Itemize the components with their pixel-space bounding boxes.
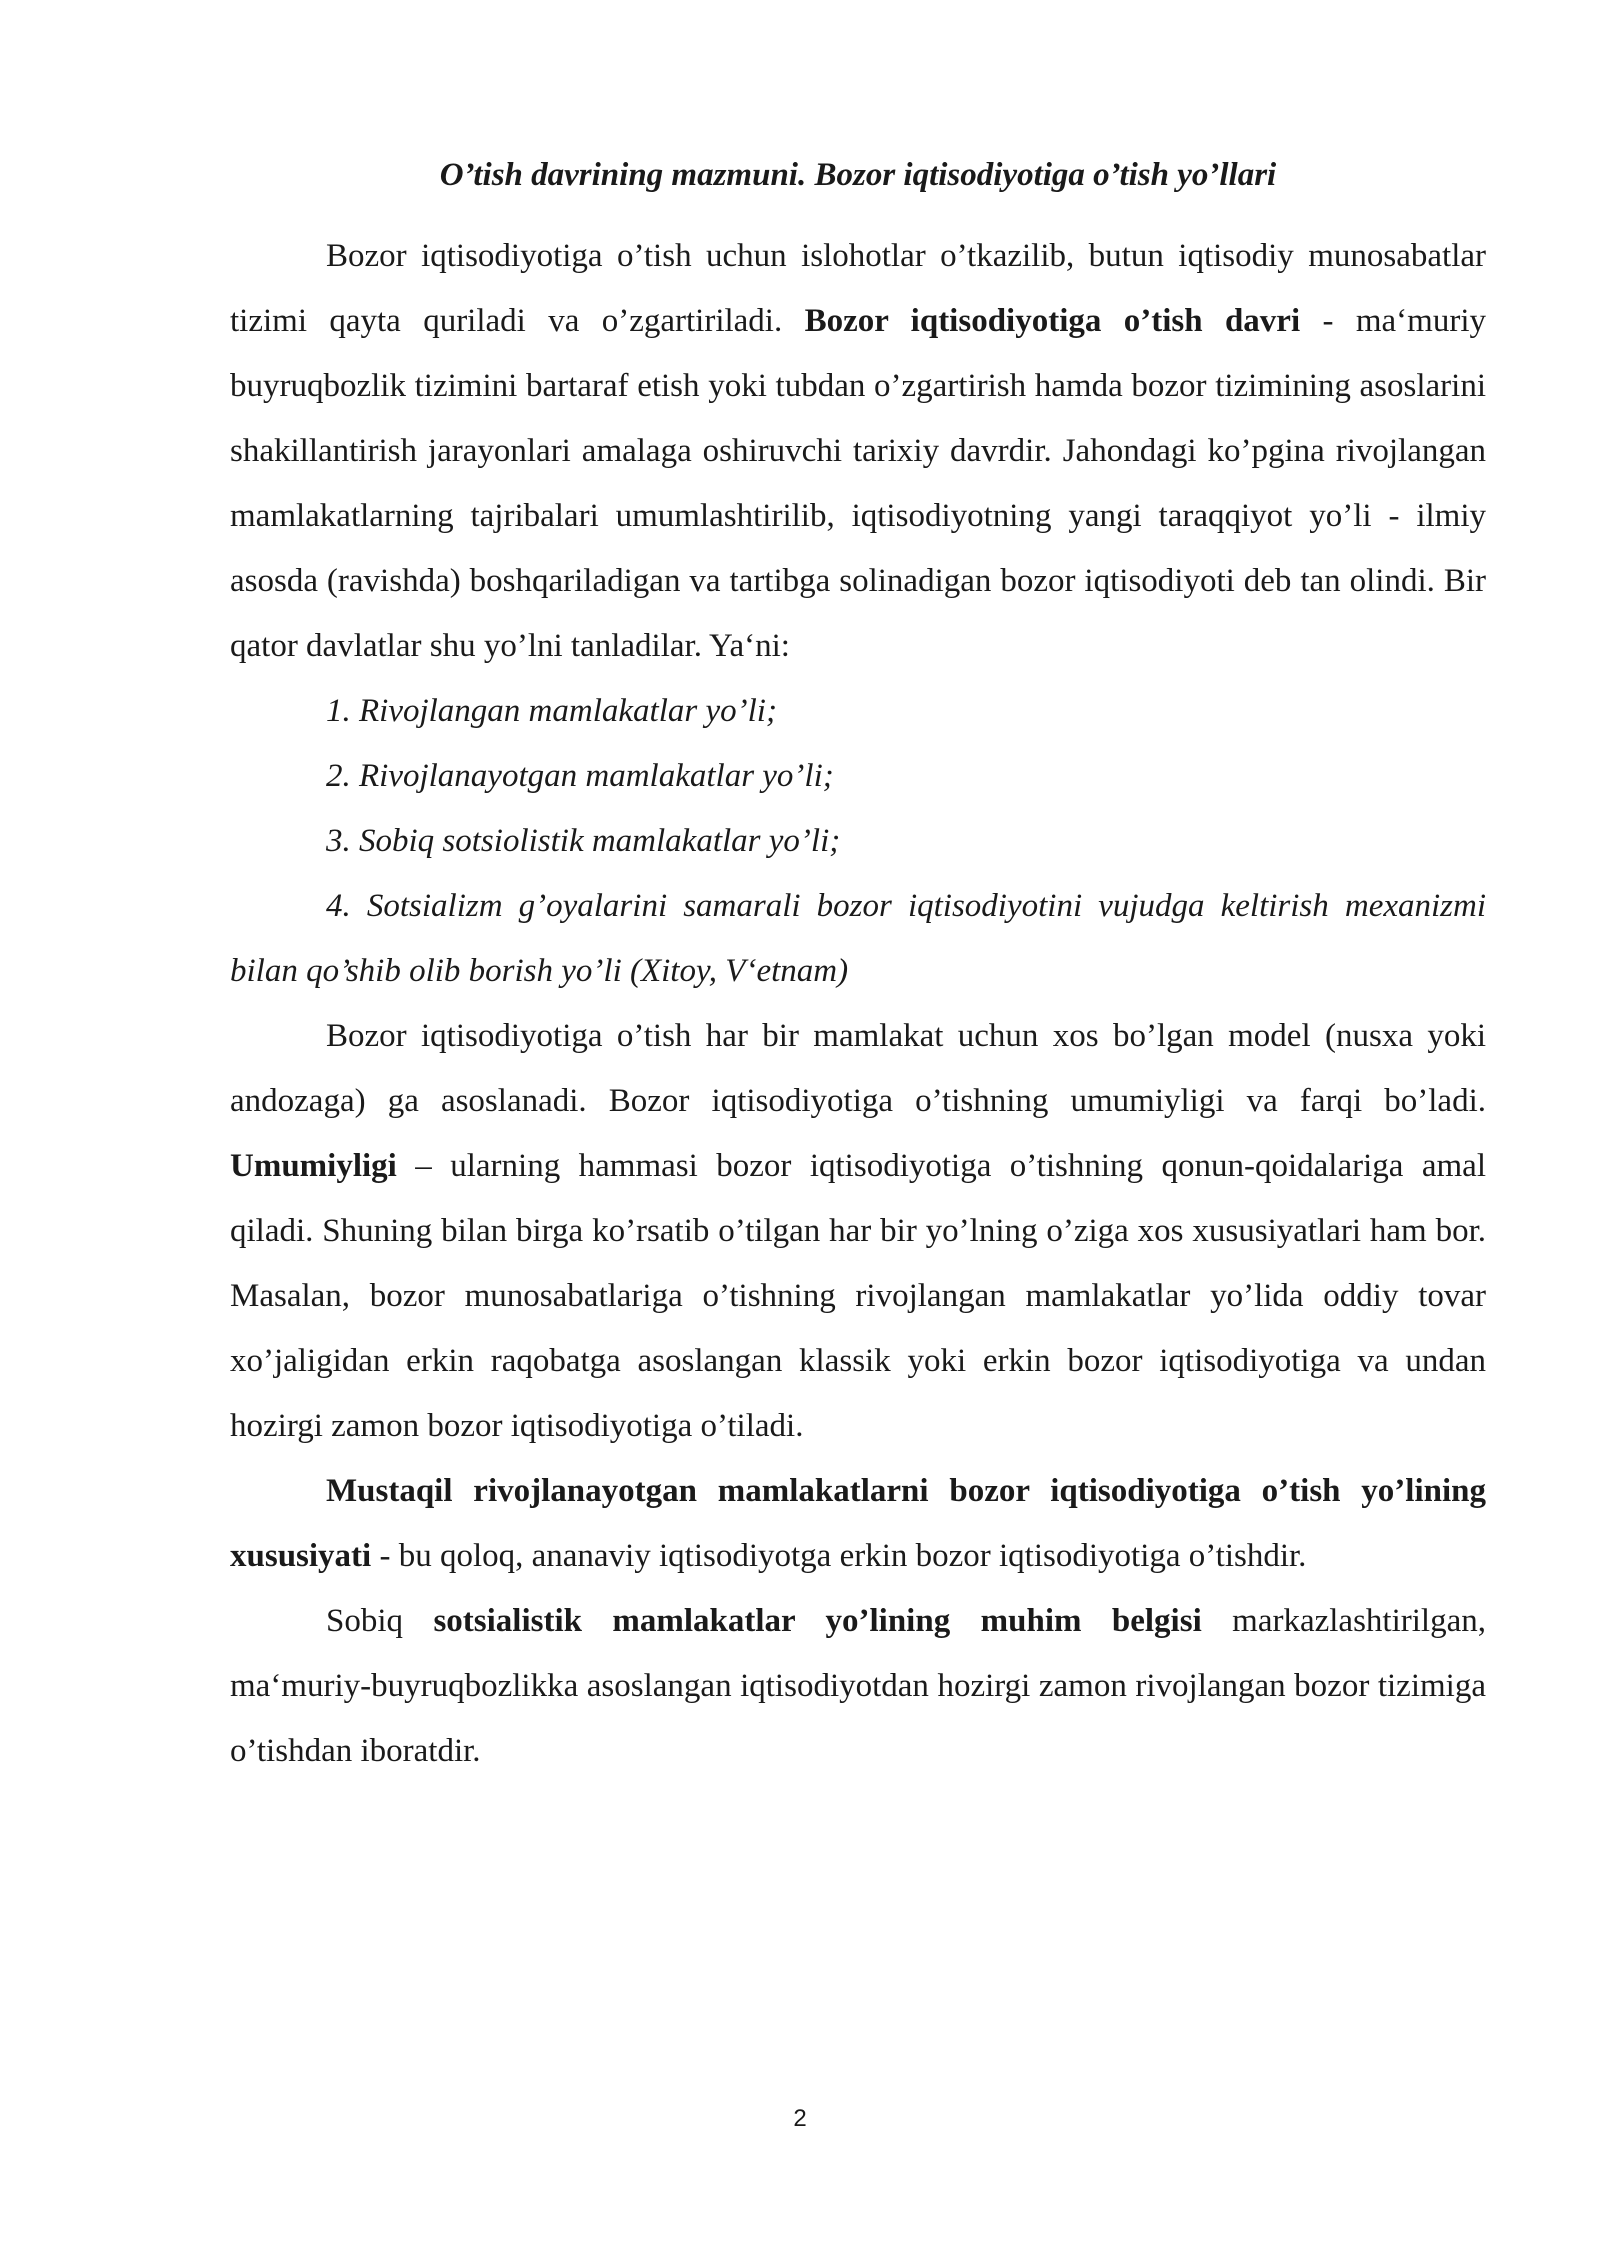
paragraph-1-text-a: Bozor iqtisodiyotiga o’tish uchun islohotlar o’tkazilib, butun iqtisodiy munosabatlar tizimi qayta quriladi va o’zgartiriladi. bbox=[230, 238, 1486, 339]
list-item-2: 2. Rivojlanayotgan mamlakatlar yo’li; bbox=[326, 758, 834, 794]
page-number: 2 bbox=[793, 2105, 807, 2132]
paragraph-2-text-c: – ularning hammasi bozor iqtisodiyotiga o’tishning qonun-qoidalariga amal qiladi. Shuning bilan birga ko’rsatib o’tilgan har bir yo’lning o’ziga xos xususiyatlari ham bor. Masalan, bozor munosabatlariga o’tishning rivojlangan mamlakatlar yo’lida oddiy tovar xo’jaligidan erkin raqobatga asoslangan klassik yoki erkin bozor iqtisodiyotiga va undan hozirgi zamon bozor iqtisodiyotiga o’tiladi. bbox=[230, 1148, 1486, 1444]
paragraph-3-bold-term: Mustaqil rivojlanayotgan mamlakatlarni bozor iqtisodiyotiga o’tish yo’lining xususiyati bbox=[230, 1473, 1486, 1574]
paragraph-4-bold-term: sotsialistik mamlakatlar yo’lining muhim belgisi bbox=[433, 1603, 1202, 1639]
paragraph-1-text-c: - ma‘muriy buyruqbozlik tizimini bartaraf etish yoki tubdan o’zgartirish hamda bozor tizimining asoslarini shakillantirish jarayonlari amalaga oshiruvchi tarixiy davrdir. Jahondagi ko’pgina rivojlangan mamlakatlarning tajribalari umumlashtirilib, iqtisodiyotning yangi taraqqiyot yo’li - ilmiy asosda (ravishda) boshqariladigan va tartibga solinadigan bozor iqtisodiyoti deb tan olindi. Bir qator davlatlar shu yo’lni tanladilar. Ya‘ni: bbox=[230, 303, 1486, 664]
paragraph-2-bold-term: Umumiyligi bbox=[230, 1148, 397, 1184]
paragraph-2-text-a: Bozor iqtisodiyotiga o’tish har bir mamlakat uchun xos bo’lgan model (nusxa yoki andozaga) ga asoslanadi. Bozor iqtisodiyotiga o’tishning umumiyligi va farqi bo’ladi. bbox=[230, 1018, 1486, 1119]
paragraph-3-text-c: - bu qoloq, ananaviy iqtisodiyotga erkin bozor iqtisodiyotiga o’tishdir. bbox=[371, 1538, 1307, 1574]
paragraph-4-text-c: markazlashtirilgan, ma‘muriy-buyruqbozlikka asoslangan iqtisodiyotdan hozirgi zamon rivojlangan bozor tizimiga o’tishdan iboratdir. bbox=[230, 1603, 1486, 1769]
paragraph-4 bbox=[230, 1589, 1486, 1784]
paragraph-1 bbox=[230, 224, 1486, 679]
list-item-1: 1. Rivojlangan mamlakatlar yo’li; bbox=[326, 693, 777, 729]
paragraph-2 bbox=[230, 1004, 1486, 1459]
paragraph-3 bbox=[230, 1459, 1486, 1589]
paragraph-4-text-a: Sobiq bbox=[326, 1603, 434, 1639]
paragraph-1-bold-term: Bozor iqtisodiyotiga o’tish davri bbox=[804, 303, 1301, 339]
list-item-3: 3. Sobiq sotsiolistik mamlakatlar yo’li; bbox=[326, 823, 841, 859]
list-item-4: 4. Sotsializm g’oyalarini samarali bozor iqtisodiyotini vujudga keltirish mexanizmi bilan qo’shib olib borish yo’li (Xitoy, V‘etnam) bbox=[230, 888, 1486, 989]
page-title: O’tish davrining mazmuni. Bozor iqtisodiyotiga o’tish yo’llari bbox=[439, 157, 1277, 193]
document-body bbox=[230, 148, 1486, 1784]
